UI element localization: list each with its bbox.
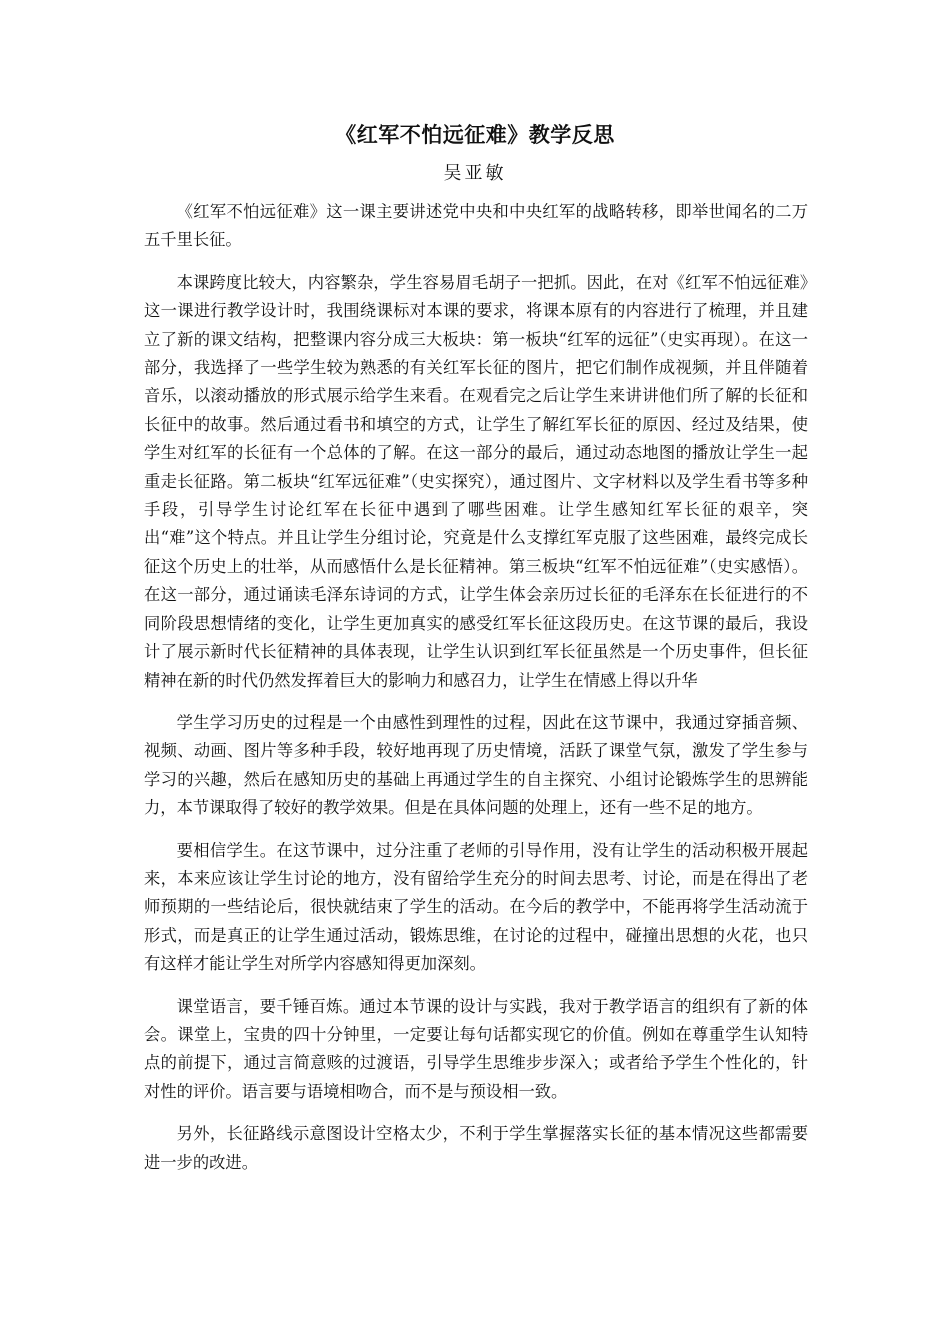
- document-title: 《红军不怕远征难》教学反思: [335, 123, 615, 147]
- paragraph-reflection: 学生学习历史的过程是一个由感性到理性的过程，因此在这节课中，我通过穿插音频、视频、动画、图片等多种手段，较好地再现了历史情境，活跃了课堂气氛，激发了学生参与学习的兴趣，然后在感知历史的基础上再通过学生的自主探究、小组讨论锻炼学生的思辨能力，本节课取得了较好的教学效果。但是在具体问题的处理上，还有一些不足的地方。: [144, 712, 808, 818]
- paragraph-classroom-language: 课堂语言，要千锤百炼。通过本节课的设计与实践，我对于教学语言的组织有了新的体会。课堂上，宝贵的四十分钟里，一定要让每句话都实现它的价值。例如在尊重学生认知特点的前提下，通过言简意赅的过渡语，引导学生思维步步深入；或者给予学生个性化的，针对性的评价。语言要与语境相吻合，而不是与预设相一致。: [144, 996, 808, 1101]
- document-body: [144, 198, 808, 1191]
- paragraph-lesson-design: 本课跨度比较大，内容繁杂，学生容易眉毛胡子一把抓。因此，在对《红军不怕远征难》这一课进行教学设计时，我围绕课标对本课的要求，将课本原有的内容进行了梳理，并且建立了新的课文结构，把整课内容分成三大板块：第一板块“红军的远征”（史实再现）。在这一部分，我选择了一些学生较为熟悉的有关红军长征的图片，把它们制作成视频，并且伴随着音乐，以滚动播放的形式展示给学生来看。在观看完之后让学生来讲讲他们所了解的长征和长征中的故事。然后通过看书和填空的方式，让学生了解红军长征的原因、经过及结果，使学生对红军的长征有一个总体的了解。在这一部分的最后，通过动态地图的播放让学生一起重走长征路。第二板块“红军远征难”（史实探究），通过图片、文字材料以及学生看书等多种手段，引导学生讨论红军在长征中遇到了哪些困难。让学生感知红军长征的艰辛，突出“难”这个特点。并且让学生分组讨论，究竟是什么支撑红军克服了这些困难，最终完成长征这个历史上的壮举，从而感悟什么是长征精神。第三板块“红军不怕远征难”（史实感悟）。在这一部分，通过诵读毛泽东诗词的方式，让学生体会亲历过长征的毛泽东在长征进行的不同阶段思想情绪的变化，让学生更加真实的感受红军长征这段历史。在这节课的最后，我设计了展示新时代长征精神的具体表现，让学生认识到红军长征虽然是一个历史事件，但长征精神在新的时代仍然发挥着巨大的影响力和感召力，让学生在情感上得以升华: [144, 272, 808, 690]
- paragraph-intro: 《红军不怕远征难》这一课主要讲述党中央和中央红军的战略转移，即举世闻名的二万五千里长征。: [144, 202, 808, 250]
- paragraph-trust-students: 要相信学生。在这节课中，过分注重了老师的引导作用，没有让学生的活动积极开展起来，本来应该让学生讨论的地方，没有留给学生充分的时间去思考、讨论，而是在得出了老师预期的一些结论后，很快就结束了学生的活动。在今后的教学中，不能再将学生活动流于形式，而是真正的让学生通过活动，锻炼思维，在讨论的过程中，碰撞出思想的火花，也只有这样才能让学生对所学内容感知得更加深刻。: [144, 840, 808, 974]
- document-author: 吴亚敏: [443, 163, 507, 184]
- paragraph-improvement: 另外，长征路线示意图设计空格太少，不利于学生掌握落实长征的基本情况这些都需要进一步的改进。: [144, 1124, 808, 1172]
